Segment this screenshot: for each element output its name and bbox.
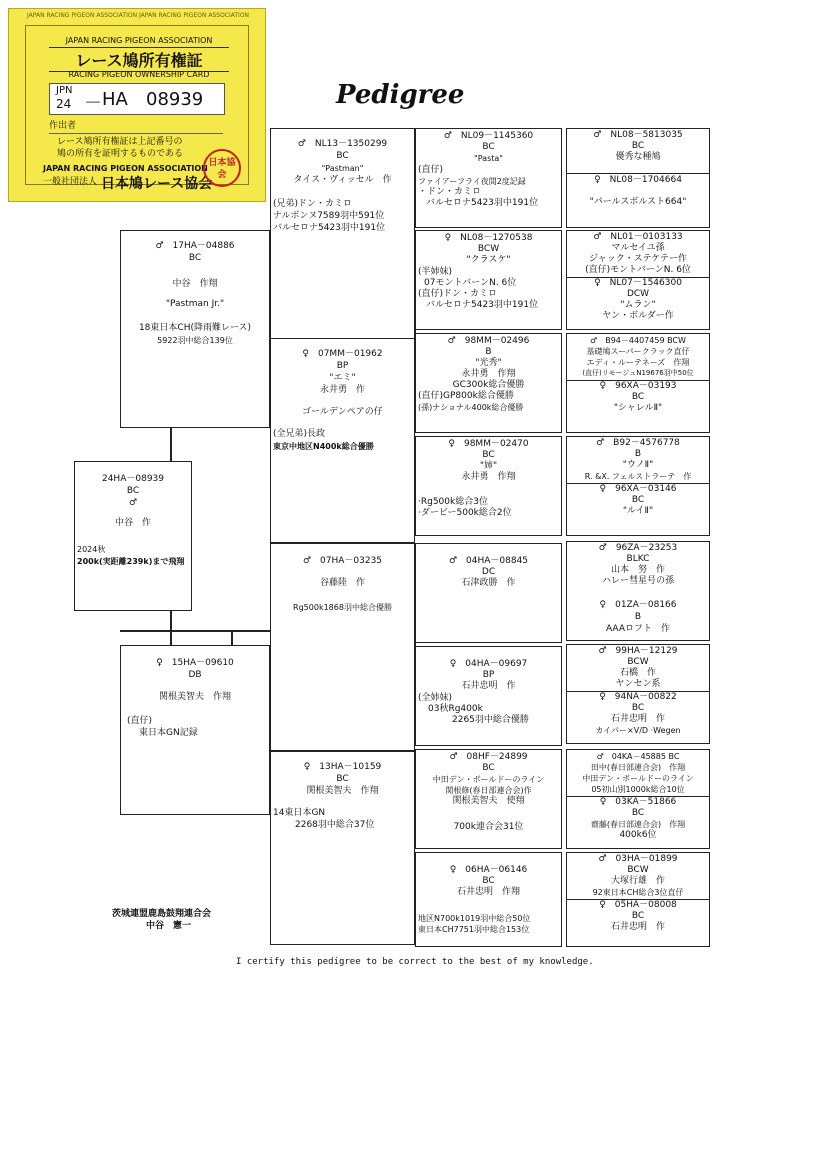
pedigree-note: 関根美智夫 使翔 — [452, 796, 525, 806]
gen3-box — [415, 749, 562, 849]
subject-box — [74, 461, 192, 611]
pedigree-breeder: 齋藤(春日部連合会) 作翔 — [590, 820, 686, 829]
sire-note: 18東日本CH(降雨難レース) — [138, 323, 252, 333]
pedigree-color: DC — [481, 567, 496, 577]
pedigree-note: (直仔)モントバーンN. 6位 — [585, 265, 691, 275]
pedigree-ring: ♂ 96ZA－23253 — [598, 543, 678, 553]
pedigree-color: BC — [482, 142, 495, 152]
pedigree-name: "ルイⅡ" — [622, 506, 654, 516]
pedigree-ring: ♀ 03KA－51866 — [599, 797, 677, 807]
pedigree-color: BC — [336, 151, 349, 161]
subject-ring: 24HA－08939 — [101, 474, 164, 484]
gen4-box — [566, 541, 710, 641]
pedigree-color: BC — [336, 774, 349, 784]
pedigree-note: (兄弟)ドン・カミロ — [273, 199, 353, 209]
pedigree-ring: ♂ 98MM－02496 — [447, 336, 530, 346]
pedigree-color: B — [634, 612, 642, 622]
pedigree-note: ・ドン・カミロ — [418, 187, 482, 197]
card-assoc-en: JAPAN RACING PIGEON ASSOCIATION — [65, 36, 213, 45]
pedigree-breeder: ジャック・ステケテー作 — [588, 254, 688, 264]
pedigree-note: 400k6位 — [619, 830, 657, 840]
pedigree-note: 92東日本CH総合3位直仔 — [592, 888, 684, 897]
pedigree-ring: ♂ NL01－0103133 — [593, 232, 683, 242]
granddam-maternal-box — [270, 751, 415, 945]
pedigree-note: 中田デン・ボールドーのライン — [582, 774, 694, 783]
pedigree-color: BC — [631, 141, 645, 151]
pedigree-name: "パールスボルスト664" — [589, 197, 687, 207]
pedigree-name: "Pastman" — [321, 164, 364, 173]
card-note-1: レース鳩所有権証は上記番号の — [57, 137, 183, 147]
sire-breeder: 中谷 作翔 — [172, 279, 218, 289]
pedigree-ring: ♂ 07HA－03235 — [302, 556, 383, 566]
pedigree-note: マルセイユ孫 — [611, 243, 665, 253]
sire-note: 5922羽中総合139位 — [157, 336, 233, 345]
gen4-box — [566, 852, 710, 947]
pedigree-ring: ♂ 04KA－45885 BC — [596, 752, 680, 761]
dam-box — [120, 645, 270, 815]
pedigree-note: 03秋Rg400k — [428, 704, 483, 714]
pedigree-ring: ♀ 96XA－03193 — [599, 381, 677, 391]
pedigree-breeder: 関根美智夫 作翔 — [306, 786, 379, 796]
dam-color: DB — [188, 670, 202, 680]
dam-breeder: 関根美智夫 作翔 — [158, 692, 231, 702]
ring-number: 08939 — [146, 89, 204, 110]
pedigree-note: 優秀な種鳩 — [615, 152, 661, 162]
sire-box — [120, 230, 270, 428]
pedigree-ring: ♂ NL09－1145360 — [443, 131, 534, 141]
card-title-jp: レース鳩所有権証 — [49, 47, 229, 72]
pedigree-ring: ♀ NL08－1704664 — [594, 175, 682, 185]
pedigree-note: 地区N700k1019羽中総合50位 — [418, 914, 531, 923]
pedigree-breeder: 山本 努 作 — [610, 565, 665, 575]
pedigree-note: (直仔) — [418, 165, 444, 175]
ring-dash: － — [84, 93, 102, 114]
pedigree-note: 700k連合会31位 — [453, 822, 524, 832]
card-note-2: 鳩の所有を証明するものである — [57, 149, 184, 159]
pedigree-breeder: 谷藤陸 作 — [319, 578, 365, 588]
gen3-box — [415, 436, 562, 536]
pedigree-ring: ♀ 07MM－01962 — [302, 349, 383, 359]
pedigree-ring: ♂ 08HF－24899 — [449, 752, 528, 762]
connector — [170, 610, 172, 646]
pedigree-note: バルセロナ5423羽中191位 — [273, 223, 386, 233]
pedigree-ring: ♀ 94NA－00822 — [599, 692, 677, 702]
pedigree-color: BLKC — [626, 554, 650, 564]
pedigree-note: ファイアーフライ夜間2度記録 — [418, 177, 526, 186]
subject-sex: ♂ — [128, 498, 138, 508]
pedigree-breeder: 関根修(春日部連合会)作 — [445, 786, 532, 795]
pedigree-color: BCW — [627, 657, 649, 667]
subject-note: 200k(実距離239k)まで飛翔 — [77, 557, 185, 566]
pedigree-ring: ♀ NL07－1546300 — [594, 278, 682, 288]
pedigree-breeder: 石井忠明 作 — [610, 714, 665, 724]
pedigree-breeder: 石津政勝 作 — [461, 578, 516, 588]
pedigree-breeder: 石橋 作 — [619, 668, 656, 678]
pedigree-note: (直仔)ドン・カミロ — [418, 289, 498, 299]
pedigree-name: "Pasta" — [474, 154, 503, 163]
connector — [170, 428, 172, 462]
divider — [567, 173, 709, 174]
grandsire-paternal-box — [270, 128, 415, 340]
pedigree-name: "ウノⅡ" — [622, 460, 654, 470]
card-title-en: RACING PIGEON OWNERSHIP CARD — [68, 70, 210, 79]
connector — [120, 630, 270, 632]
gen4-box — [566, 230, 710, 330]
grandsire-maternal-box — [270, 543, 415, 751]
pedigree-note: 05初山別1000k総合10位 — [591, 785, 685, 794]
pedigree-note: カイパー×V/D ·Wegen — [595, 726, 681, 735]
gen4-box — [566, 128, 710, 228]
dam-note: (直仔) — [127, 716, 153, 726]
pedigree-color: BC — [482, 763, 495, 773]
gen3-box — [415, 230, 562, 330]
gen4-box — [566, 436, 710, 536]
pedigree-color: BC — [631, 703, 645, 713]
page-title: Pedigree — [336, 80, 465, 110]
pedigree-note: (全姉妹) — [418, 693, 453, 703]
pedigree-breeder: 永井勇 作翔 — [461, 472, 516, 482]
breeder-name: 中谷 憲一 — [146, 921, 192, 931]
issuer-line — [49, 133, 223, 134]
pedigree-color: BC — [631, 911, 645, 921]
gen3-box — [415, 128, 562, 228]
dam-ring: ♀ 15HA－09610 — [156, 658, 234, 668]
pedigree-ring: ♀ 01ZA－08166 — [599, 600, 677, 610]
gen3-box — [415, 852, 562, 947]
pedigree-color: BC — [631, 808, 645, 818]
ring-number-field — [49, 83, 225, 115]
ring-year: 24 — [56, 97, 72, 111]
pedigree-note: (直仔)GP800k総合優勝 — [418, 391, 514, 401]
pedigree-note: ゴールデンペアの仔 — [302, 407, 383, 417]
gen4-box — [566, 333, 710, 433]
pedigree-name: "エミ" — [329, 373, 356, 383]
pedigree-breeder: 大塚行雄 作 — [610, 876, 665, 886]
gen3-box — [415, 333, 562, 433]
pedigree-color: BC — [631, 495, 645, 505]
gen4-box — [566, 644, 710, 744]
pedigree-note: 基礎鳩スーパークラック直仔 — [586, 347, 690, 356]
pedigree-ring: ♀ 98MM－02470 — [448, 439, 529, 449]
gen3-box — [415, 646, 562, 746]
pedigree-ring: ♂ NL13－1350299 — [297, 139, 388, 149]
card-assoc-line-en: JAPAN RACING PIGEON ASSOCIATION — [43, 164, 208, 173]
subject-note: 2024秋 — [77, 545, 106, 554]
pedigree-note: バルセロナ5423羽中191位 — [426, 300, 539, 310]
pedigree-color: BCW — [627, 865, 649, 875]
pedigree-note: (半姉妹) — [418, 267, 453, 277]
gen4-box — [566, 749, 710, 849]
card-edge-text: JAPAN RACING PIGEON ASSOCIATION JAPAN RACING PIGEON ASSOCIATION — [27, 12, 250, 19]
pedigree-name: "姉" — [479, 461, 498, 471]
pedigree-breeder: 石井忠明 作 — [610, 922, 665, 932]
pedigree-note: Rg500k1868羽中総合優勝 — [293, 603, 392, 612]
pedigree-breeder: 永井勇 作 — [319, 385, 365, 395]
pedigree-note: ナルボンヌ7589羽中591位 — [273, 211, 385, 221]
seal-stamp: 日本協会 — [203, 149, 241, 187]
pedigree-breeder: 田中(春日部連合会) 作翔 — [590, 763, 686, 772]
pedigree-note: 2268羽中総合37位 — [295, 820, 375, 830]
pedigree-color: BC — [631, 392, 645, 402]
pedigree-ring: ♂ B94－4407459 BCW — [590, 336, 686, 345]
dam-note: 東日本GN記録 — [139, 728, 198, 738]
pedigree-note: (直仔)リモージュN19676羽中50位 — [582, 369, 694, 377]
pedigree-ring: ♀ 05HA－08008 — [599, 900, 677, 910]
pedigree-note: 中田デン・ボールドーのライン — [432, 775, 545, 784]
pedigree-note: バルセロナ5423羽中191位 — [426, 198, 539, 208]
pedigree-color: BC — [482, 876, 495, 886]
card-assoc-prefix: 一般社団法人 — [43, 177, 98, 187]
sire-color: BC — [188, 253, 202, 263]
breeder-club: 茨城連盟鹿島鼓翔連合会 — [112, 909, 212, 919]
pedigree-note: (孫)ナショナル400k総合優勝 — [418, 403, 524, 412]
pedigree-ring: ♀ 04HA－09697 — [449, 659, 528, 669]
pedigree-ring: ♂ 99HA－12129 — [598, 646, 678, 656]
pedigree-note: GC300k総合優勝 — [452, 380, 525, 390]
pedigree-breeder: 石井忠明 作 — [461, 681, 516, 691]
pedigree-note: ·ダービー500k総合2位 — [418, 508, 512, 518]
pedigree-ring: ♂ 04HA－08845 — [448, 556, 529, 566]
pedigree-ring: ♂ B92－4576778 — [596, 438, 680, 448]
pedigree-note: 14東日本GN — [273, 808, 326, 818]
pedigree-ring: ♀ 13HA－10159 — [303, 762, 382, 772]
pedigree-color: BC — [482, 450, 495, 460]
pedigree-breeder: 石井忠明 作翔 — [456, 887, 520, 897]
pedigree-name: "シャレルⅡ" — [613, 403, 663, 413]
pedigree-note: ハレー彗星号の孫 — [601, 576, 674, 586]
gen3-box — [415, 543, 562, 643]
pedigree-ring: ♀ 96XA－03146 — [599, 484, 677, 494]
pedigree-note: 2265羽中総合優勝 — [452, 715, 529, 725]
pedigree-ring: ♀ NL08－1270538 — [444, 233, 533, 243]
pedigree-ring: ♂ NL08－5813035 — [593, 130, 683, 140]
ring-country: JPN — [56, 85, 73, 96]
pedigree-breeder: タイス・ヴィッセル 作 — [293, 175, 392, 185]
pedigree-breeder: ヤン・ボルダー作 — [602, 311, 674, 321]
pedigree-color: BCW — [477, 244, 500, 254]
pedigree-note: 東京中地区N400k総合優勝 — [273, 442, 374, 451]
pedigree-ring: ♂ 03HA－01899 — [598, 854, 678, 864]
certification-statement: I certify this pedigree to be correct to the best of my knowledge. — [236, 957, 594, 967]
pedigree-breeder: R. &X. フェルストラーテ 作 — [584, 472, 692, 481]
pedigree-name: "ムラン" — [620, 300, 656, 310]
issuer-label: 作出者 — [49, 121, 77, 131]
subject-breeder: 中谷 作 — [114, 518, 151, 528]
pedigree-color: DCW — [626, 289, 650, 299]
pedigree-note: ヤンセン系 — [615, 679, 661, 689]
pedigree-color: BP — [336, 361, 349, 371]
pedigree-note: ·Rg500k総合3位 — [418, 497, 488, 507]
sire-ring: ♂ 17HA－04886 — [155, 241, 235, 251]
pedigree-note: (全兄弟)長政 — [273, 429, 326, 439]
pedigree-breeder: 永井勇 作翔 — [461, 369, 516, 379]
ring-code: HA — [102, 89, 128, 110]
subject-color: BC — [126, 486, 140, 496]
pedigree-color: BP — [482, 670, 495, 680]
pedigree-name: "クラスケ" — [466, 255, 511, 265]
pedigree-ring: ♀ 06HA－06146 — [449, 865, 528, 875]
pedigree-name: "光秀" — [475, 358, 502, 368]
ownership-card — [8, 8, 266, 202]
pedigree-color: B — [634, 449, 642, 459]
pedigree-color: B — [485, 347, 492, 357]
card-assoc-jp: 日本鳩レース協会 — [101, 176, 213, 192]
granddam-paternal-box — [270, 338, 415, 543]
pedigree-breeder: AAAロフト 作 — [606, 624, 670, 634]
pedigree-breeder: エディ・ルーテネーズ 作翔 — [586, 358, 690, 367]
sire-name: "Pastman Jr." — [165, 299, 225, 309]
pedigree-note: 東日本CH7751羽中総合153位 — [418, 925, 530, 934]
pedigree-note: 07モントバーンN. 6位 — [424, 278, 517, 288]
